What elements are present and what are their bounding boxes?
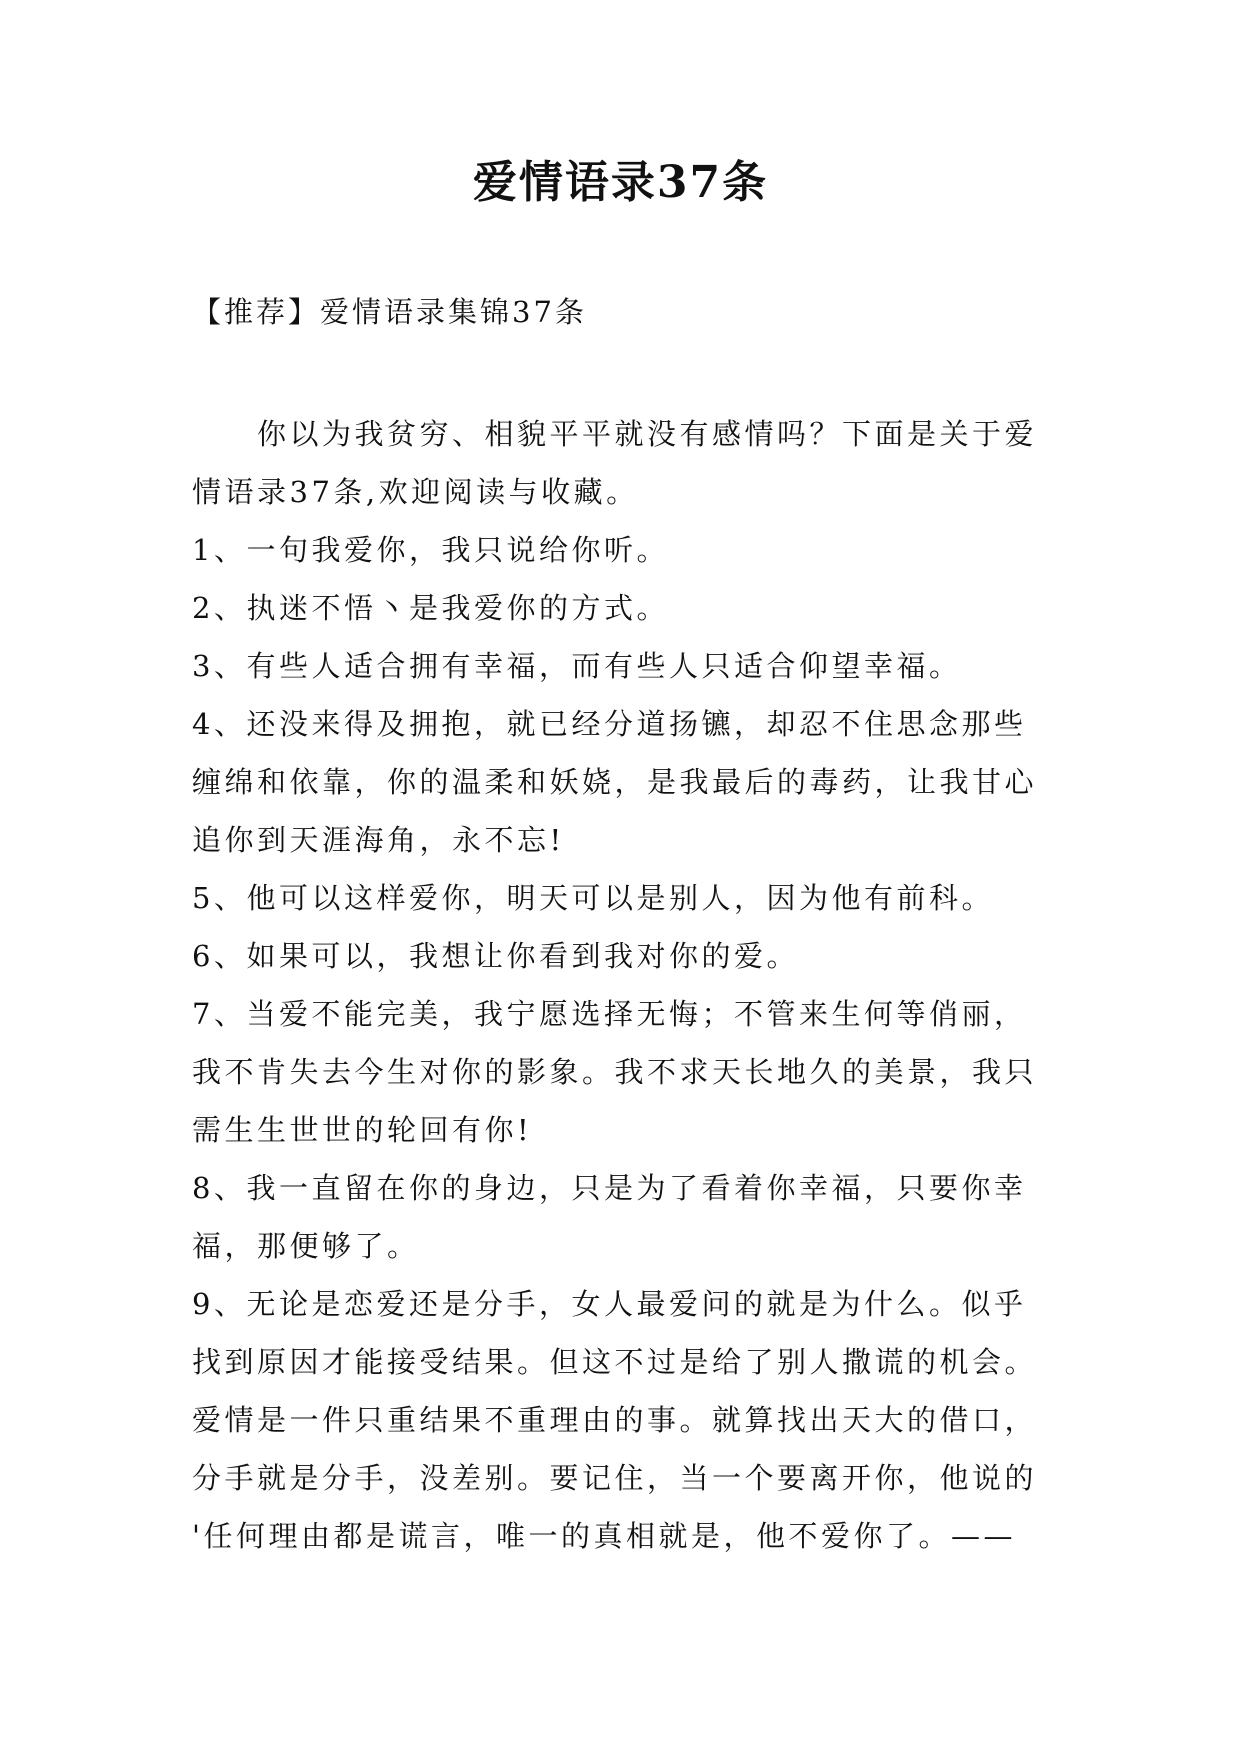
intro-line: 你以为我贫穷、相貌平平就没有感情吗？下面是关于爱 xyxy=(257,417,1038,451)
quote-line: 6、如果可以，我想让你看到我对你的爱。 xyxy=(192,939,799,973)
document-subtitle: 【推荐】爱情语录集锦37条 xyxy=(192,295,587,329)
document-title: 爱情语录37条 xyxy=(472,157,769,208)
quote-line: 需生生世世的轮回有你! xyxy=(192,1113,533,1147)
quote-line: 我不肯失去今生对你的影象。我不求天长地久的美景，我只 xyxy=(192,1055,1038,1089)
quote-line: 5、他可以这样爱你，明天可以是别人，因为他有前科。 xyxy=(192,881,994,915)
quote-line: 分手就是分手，没差别。要记住，当一个要离开你，他说的 xyxy=(192,1461,1038,1495)
quote-line: 4、还没来得及拥抱，就已经分道扬镳，却忍不住思念那些 xyxy=(192,707,1027,741)
quote-line: 3、有些人适合拥有幸福，而有些人只适合仰望幸福。 xyxy=(192,649,962,683)
document-body xyxy=(192,405,1062,1565)
quote-line: 9、无论是恋爱还是分手，女人最爱问的就是为什么。似乎 xyxy=(192,1287,1027,1321)
quote-line: 缠绵和依靠，你的温柔和妖娆，是我最后的毒药，让我甘心 xyxy=(192,765,1038,799)
quote-line: 福，那便够了。 xyxy=(192,1229,420,1263)
quote-line: 7、当爱不能完美，我宁愿选择无悔；不管来生何等俏丽， xyxy=(192,997,1027,1031)
intro-line: 情语录37条,欢迎阅读与收藏。 xyxy=(192,475,639,509)
quote-line: 找到原因才能接受结果。但这不过是给了别人撒谎的机会。 xyxy=(192,1345,1038,1379)
quote-line: 追你到天涯海角，永不忘! xyxy=(192,823,565,857)
quote-line: '任何理由都是谎言，唯一的真相就是，他不爱你了。—— xyxy=(192,1519,1016,1553)
quote-line: 爱情是一件只重结果不重理由的事。就算找出天大的借口， xyxy=(192,1403,1038,1437)
quote-line: 1、一句我爱你，我只说给你听。 xyxy=(192,533,669,567)
quote-line: 2、执迷不悟丶是我爱你的方式。 xyxy=(192,591,669,625)
quote-line: 8、我一直留在你的身边，只是为了看着你幸福，只要你幸 xyxy=(192,1171,1027,1205)
